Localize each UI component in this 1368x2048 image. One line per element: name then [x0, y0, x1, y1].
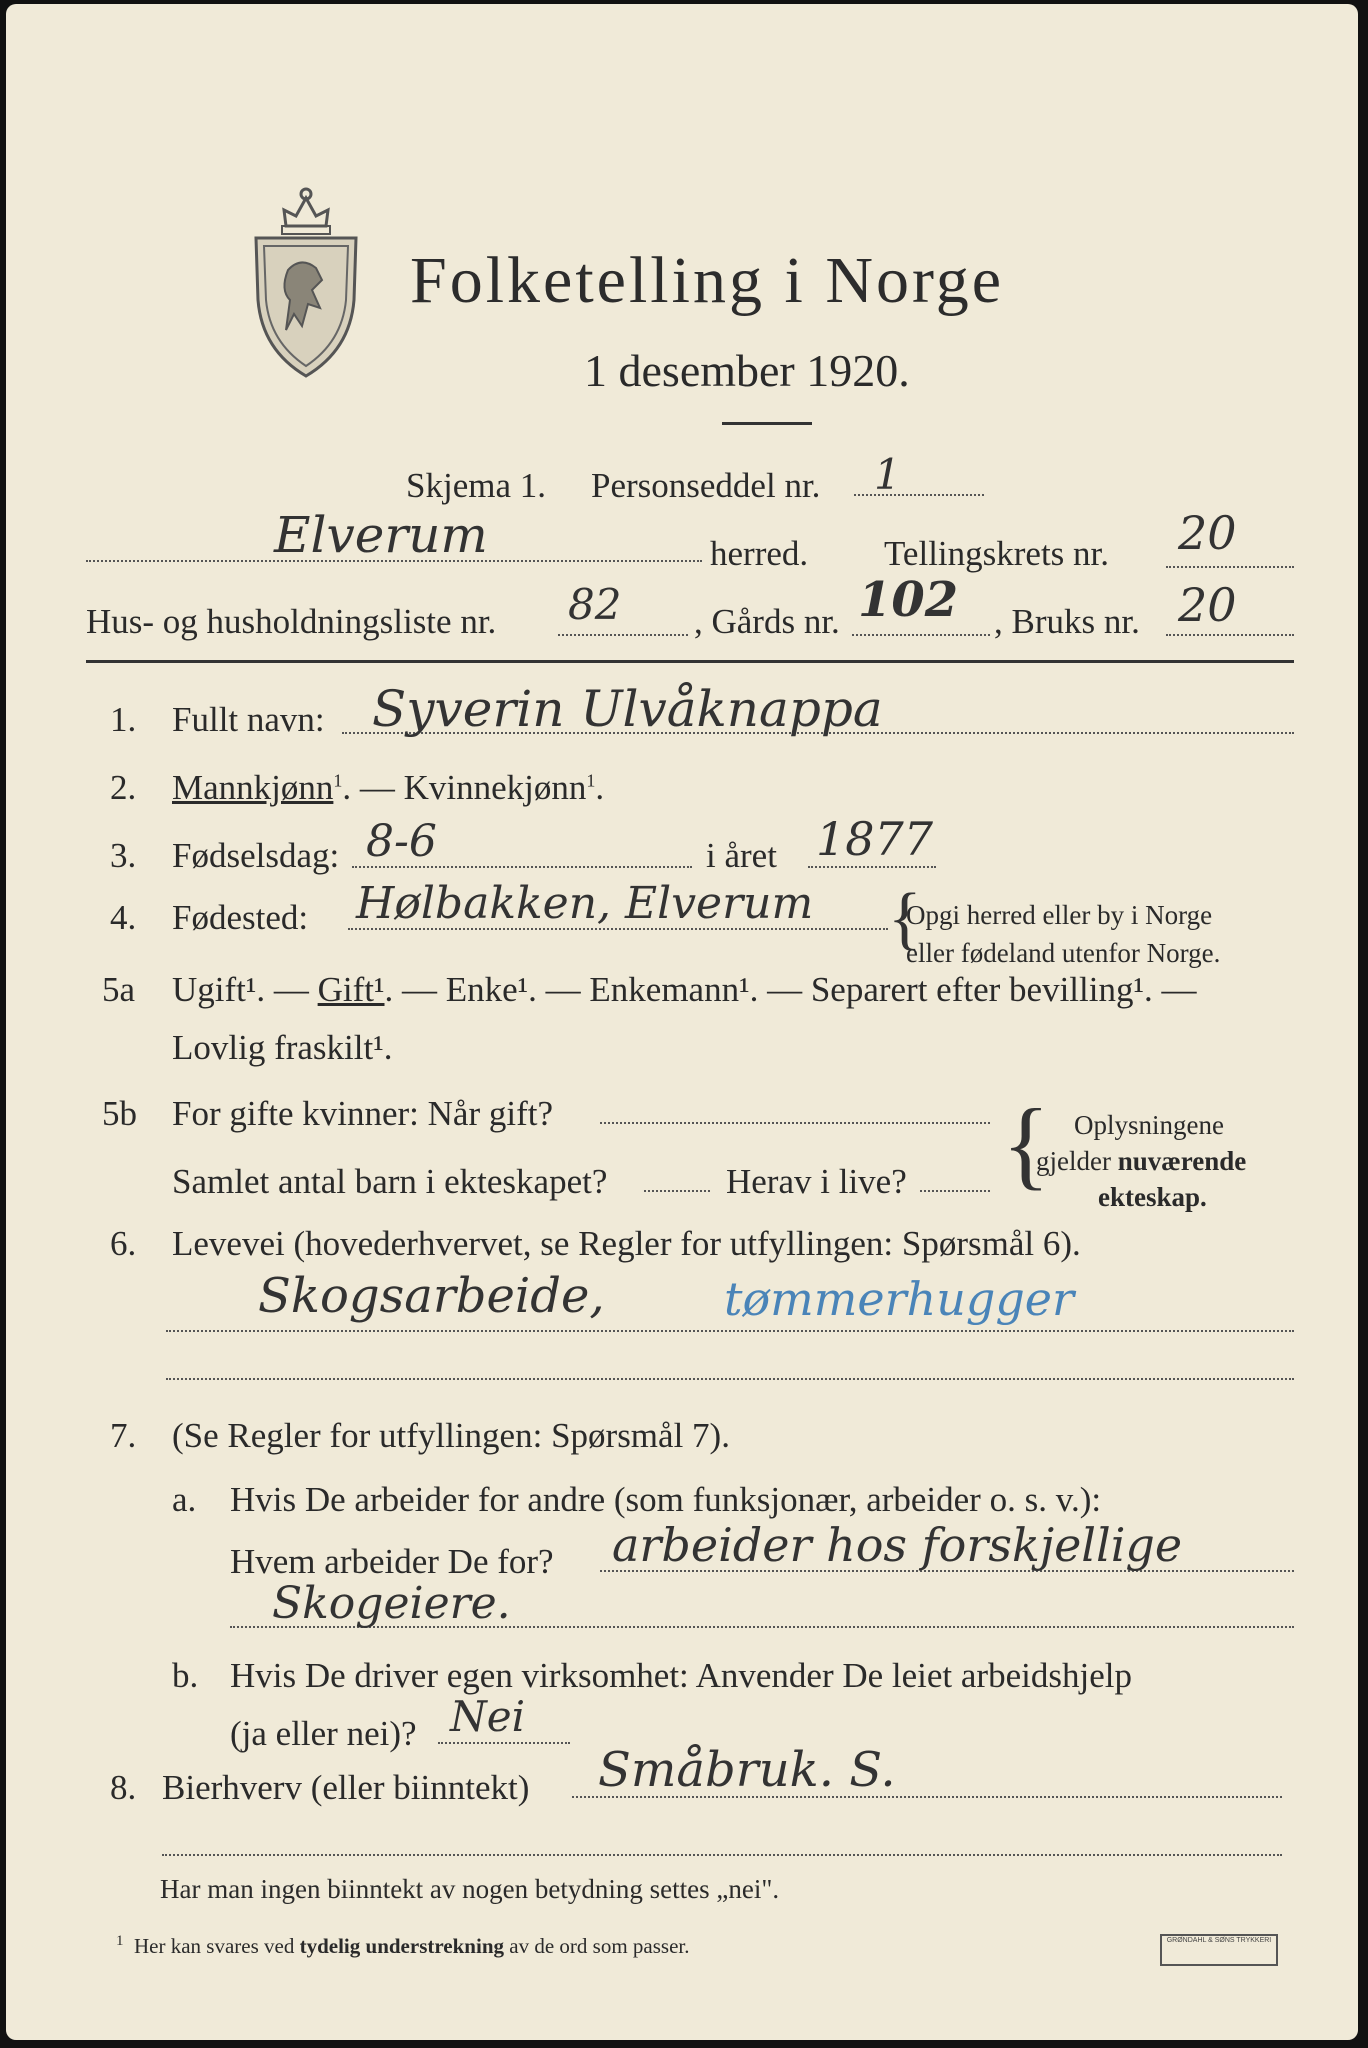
herred-value: Elverum [274, 506, 488, 564]
q6-value-a: Skogsarbeide, [258, 1268, 605, 1324]
q5b-line1 [600, 1122, 990, 1124]
printer-stamp [1160, 1934, 1278, 1966]
q6-line1 [166, 1330, 1294, 1332]
q1-number: 1. [110, 700, 137, 739]
q3-year-value: 1877 [816, 812, 934, 866]
footnote-c: av de ord som passer. [509, 1934, 690, 1958]
q5b-note2 [1036, 1148, 1246, 1175]
q7a-text: Hvis De arbeider for andre (som funksjonær, arbeider o. s. v.): [230, 1480, 1102, 1519]
q4-note2: eller fødeland utenfor Norge. [906, 938, 1221, 968]
q6-value-b: tømmerhugger [724, 1272, 1074, 1326]
q5a-ugift: Ugift¹. — [172, 970, 309, 1009]
q7b-line [438, 1742, 570, 1744]
footnote-a: Her kan svares ved [134, 1934, 295, 1958]
q2-number: 2. [110, 768, 137, 807]
q2-options [172, 770, 604, 805]
q5b-label3: Herav i live? [726, 1162, 907, 1201]
q1-value: Syverin Ulvåknappa [372, 680, 883, 738]
q7b-text: Hvis De driver egen virksomhet: Anvender De leiet arbeidshjelp [230, 1656, 1132, 1695]
q4-value: Hølbakken, Elverum [356, 878, 814, 929]
q2-sup2: 1 [586, 770, 596, 791]
bruks-value: 20 [1178, 578, 1237, 632]
q8-label: Bierhverv (eller biinntekt) [162, 1768, 530, 1807]
q5b-label1: For gifte kvinner: Når gift? [172, 1094, 554, 1133]
q7a-value2: Skogeiere. [272, 1578, 511, 1629]
bruks-label: , Bruks nr. [994, 602, 1140, 641]
q5b-number: 5b [102, 1094, 137, 1133]
q5b-line3 [920, 1190, 990, 1192]
q5b-note2b: nuværende [1117, 1146, 1247, 1176]
q5a-gift: Gift¹ [317, 970, 385, 1009]
q3-label: Fødselsdag: [172, 836, 340, 875]
census-date: 1 desember 1920. [584, 345, 910, 396]
q5b-brace: { [1002, 1088, 1050, 1199]
q7a-value1: arbeider hos forskjellige [612, 1518, 1183, 1572]
q3-year-line [808, 866, 936, 868]
q5a-line2: Lovlig fraskilt¹. [172, 1028, 393, 1067]
q8-number: 8. [110, 1768, 137, 1807]
q5a-number: 5a [102, 970, 136, 1009]
q5b-note3: ekteskap. [1098, 1182, 1207, 1212]
gards-line [852, 634, 990, 636]
tellingskrets-value: 20 [1178, 506, 1237, 560]
hus-value: 82 [568, 580, 622, 629]
q5a-options [172, 972, 1196, 1007]
q5b-line2 [644, 1190, 710, 1192]
q7b-letter: b. [172, 1656, 199, 1695]
q2-male: Mannkjønn [172, 768, 334, 807]
q4-brace: { [888, 880, 922, 957]
gards-label: , Gårds nr. [694, 602, 840, 641]
q7a-letter: a. [172, 1480, 197, 1519]
q4-note1: Opgi herred eller by i Norge [906, 900, 1213, 930]
q8-value: Småbruk. S. [598, 1742, 896, 1798]
skjema-label: Skjema 1. [406, 466, 546, 505]
gards-value: 102 [858, 572, 959, 628]
census-form-page [6, 4, 1358, 2040]
herred-label: herred. [710, 534, 809, 573]
coat-of-arms-icon [246, 180, 366, 380]
header-divider [86, 660, 1294, 663]
q5b-note2a: gjelder [1036, 1146, 1111, 1176]
q2-female: Kvinnekjønn [403, 768, 587, 807]
footer-note: Har man ingen biinntekt av nogen betydning settes „nei". [160, 1874, 780, 1904]
q4-number: 4. [110, 898, 137, 937]
footnote-number: 1 [116, 1933, 124, 1949]
q5b-note1: Oplysningene [1074, 1110, 1224, 1140]
hus-line [558, 634, 688, 636]
q6-label: Levevei (hovederhvervet, se Regler for utfyllingen: Spørsmål 6). [172, 1224, 1081, 1263]
q7-number: 7. [110, 1416, 137, 1455]
q7b-question: (ja eller nei)? [230, 1714, 417, 1753]
personseddel-label: Personseddel nr. [591, 466, 821, 505]
q2-sup1: 1 [333, 770, 343, 791]
q7a-question: Hvem arbeider De for? [230, 1542, 554, 1581]
bruks-line [1166, 634, 1294, 636]
q4-label: Fødested: [172, 898, 309, 937]
tellingskrets-label: Tellingskrets nr. [884, 534, 1110, 573]
footnote-b: tydelig understrekning [299, 1934, 505, 1958]
q3-value: 8-6 [366, 816, 437, 867]
q6-line2 [166, 1378, 1294, 1380]
tellingskrets-line [1166, 566, 1294, 568]
q5b-label2: Samlet antal barn i ekteskapet? [172, 1162, 608, 1201]
printer-stamp-text: GRØNDAHL & SØNS TRYKKERI [1166, 1937, 1272, 1944]
q2-sep: . — [342, 768, 404, 807]
footnote [116, 1934, 689, 1957]
q6-number: 6. [110, 1224, 137, 1263]
q7-label: (Se Regler for utfyllingen: Spørsmål 7). [172, 1416, 730, 1455]
form-title: Folketelling i Norge [410, 244, 1005, 317]
q8-line2 [162, 1854, 1282, 1856]
personseddel-value: 1 [874, 450, 901, 499]
title-rule [722, 422, 812, 425]
q3-year-label: i året [706, 836, 777, 875]
hus-label: Hus- og husholdningsliste nr. [86, 602, 497, 641]
q1-label: Fullt navn: [172, 700, 325, 739]
q5a-rest: . — Enke¹. — Enkemann¹. — Separert efter bevilling¹. — [384, 970, 1197, 1009]
q3-number: 3. [110, 836, 137, 875]
q2-end: . [595, 768, 605, 807]
q7b-value: Nei [450, 1692, 526, 1741]
